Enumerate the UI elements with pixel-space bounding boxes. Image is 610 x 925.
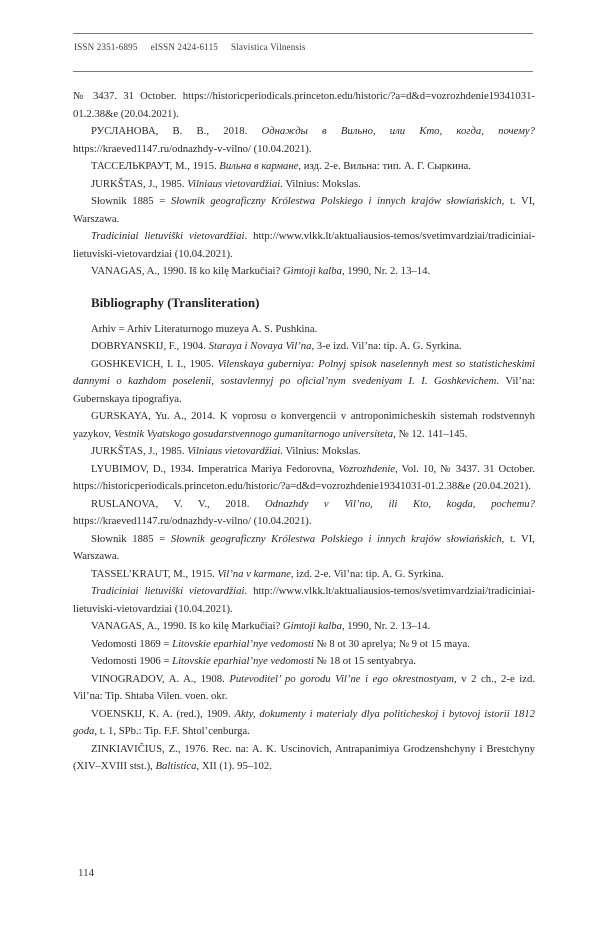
- bibliography-entry: Słownik 1885 = Słownik geograficzny Królestwa Polskiego i innych krajów słowiańskich, t. VI, Warszawa.: [73, 532, 535, 562]
- bibliography-entry: Arhiv = Arhiv Literaturnogo muzeya A. S. Pushkina.: [91, 322, 318, 335]
- bibliography-entry: VINOGRADOV, A. A., 1908. Putevoditel’ po gorodu Vil’ne i ego okrestnostyam, v 2 ch., 2-e izd. Vil’na: Tip. Shtaba Vilen. voen. okr.: [73, 672, 535, 702]
- bibliography-entry: DOBRYANSKIJ, F., 1904. Staraya i Novaya Vil’na, 3-e izd. Vil’na: tip. A. G. Syrkina.: [91, 340, 462, 352]
- bibliography-entry: VOENSKIJ, K. A. (red.), 1909. Akty, dokumenty i materialy dlya politicheskoj i bytovoj istorii 1812 goda, t. 1, SPb.: Tip. F.F. Shtol’cenburga.: [73, 707, 535, 737]
- journal-title: Slavistica Vilnensis: [230, 42, 306, 52]
- issn-label: ISSN 2351-6895: [74, 42, 138, 52]
- bibliography-entry: Tradiciniai lietuviški vietovardžiai. http://www.vlkk.lt/aktualiausios-temos/svetimvardziai/tradiciniai-lietuviski-vietovardziai (10.04.2021).: [73, 585, 535, 615]
- bibliography-entry: Vedomosti 1869 = Litovskie eparhial’nye vedomosti № 8 ot 30 aprelya; № 9 ot 15 maya.: [91, 637, 470, 650]
- bibliography-entry: РУСЛАНОВА, В. В., 2018. Однажды в Вильно, или Кто, когда, почему? https://kraeved1147.ru/odnazhdy-v-vilno/ (10.04.2021).: [73, 125, 535, 155]
- eissn-label: eISSN 2424-6115: [150, 42, 218, 52]
- bibliography-entry: JURKŠTAS, J., 1985. Vilniaus vietovardžiai. Vilnius: Mokslas.: [91, 177, 361, 190]
- bibliography-entry: RUSLANOVA, V. V., 2018. Odnazhdy v Vil’no, ili Kto, kogda, pochemu? https://kraeved1147.ru/odnazhdy-v-vilno/ (10.04.2021).: [73, 497, 535, 527]
- bibliography-entry: GOSHKEVICH, I. I., 1905. Vilenskaya guberniya: Polnyj spisok naselennyh mest so statisticheskimi dannymi o kazhdom poselenii, sostavlennyj po oficial’nym svedeniyam I. I. Goshkevichem. Vil’na: Gubernskaya tipografiya.: [73, 357, 535, 405]
- bibliography-entry: JURKŠTAS, J., 1985. Vilniaus vietovardžiai. Vilnius: Mokslas.: [91, 445, 361, 457]
- bibliography-entry: LYUBIMOV, D., 1934. Imperatrica Mariya Fedorovna, Vozrozhdenie, Vol. 10, № 3437. 31 October. https://historicperiodicals.princeton.edu/historic/?a=d&d=vozrozhdenie19341031-01.2.38&e (20.04.2021).: [73, 462, 535, 492]
- header-top-rule: [73, 33, 533, 34]
- bibliography-entry: GURSKAYA, Yu. A., 2014. K voprosu o konvergencii v antroponimicheskih sistemah rodstvennyh yazykov, Vestnik Vyatskogo gosudarstvennogo gumanitarnogo universiteta, № 12. 141–145.: [73, 410, 535, 440]
- bibliography-entry: VANAGAS, A., 1990. Iš ko kilę Markučiai? Gimtoji kalba, 1990, Nr. 2. 13–14.: [91, 265, 431, 277]
- bibliography-entry: ТАССЕЛЬКРАУТ, М., 1915. Вильна в кармане, изд. 2-е. Вильна: тип. А. Г. Сыркина.: [91, 160, 471, 172]
- page-content: [73, 88, 535, 776]
- bibliography-transliteration: [73, 321, 535, 776]
- page-number: 114: [78, 867, 95, 879]
- journal-header: [74, 42, 306, 52]
- bibliography-entry: Vedomosti 1906 = Litovskie eparhial’nye vedomosti № 18 ot 15 sentyabrya.: [91, 655, 417, 667]
- bibliography-entry: Tradiciniai lietuviški vietovardžiai. http://www.vlkk.lt/aktualiausios-temos/svetimvardziai/tradiciniai-lietuviski-vietovardziai (10.04.2021).: [73, 230, 535, 260]
- bibliography-continuation: [73, 88, 535, 281]
- bibliography-entry: Słownik 1885 = Słownik geograficzny Królestwa Polskiego i innych krajów słowiańskich, t. VI, Warszawa.: [73, 195, 535, 225]
- bibliography-entry: ZINKIAVIČIUS, Z., 1976. Rec. na: A. K. Uscinovich, Antrapanimiya Grodzenshchyny i Brestchyny (XIV–XVIII stst.), Baltistica, XII (1). 95–102.: [73, 742, 535, 772]
- bibliography-entry: № 3437. 31 October. https://historicperiodicals.princeton.edu/historic/?a=d&d=vozrozhdenie19341031-01.2.38&e (20.04.2021).: [73, 90, 535, 120]
- bibliography-entry: TASSEL’KRAUT, M., 1915. Vil’na v karmane, izd. 2-e. Vil’na: tip. A. G. Syrkina.: [91, 567, 444, 580]
- section-heading: Bibliography (Transliteration): [91, 294, 260, 310]
- header-bottom-rule: [73, 71, 533, 72]
- bibliography-entry: VANAGAS, A., 1990. Iš ko kilę Markučiai? Gimtoji kalba, 1990, Nr. 2. 13–14.: [91, 620, 431, 632]
